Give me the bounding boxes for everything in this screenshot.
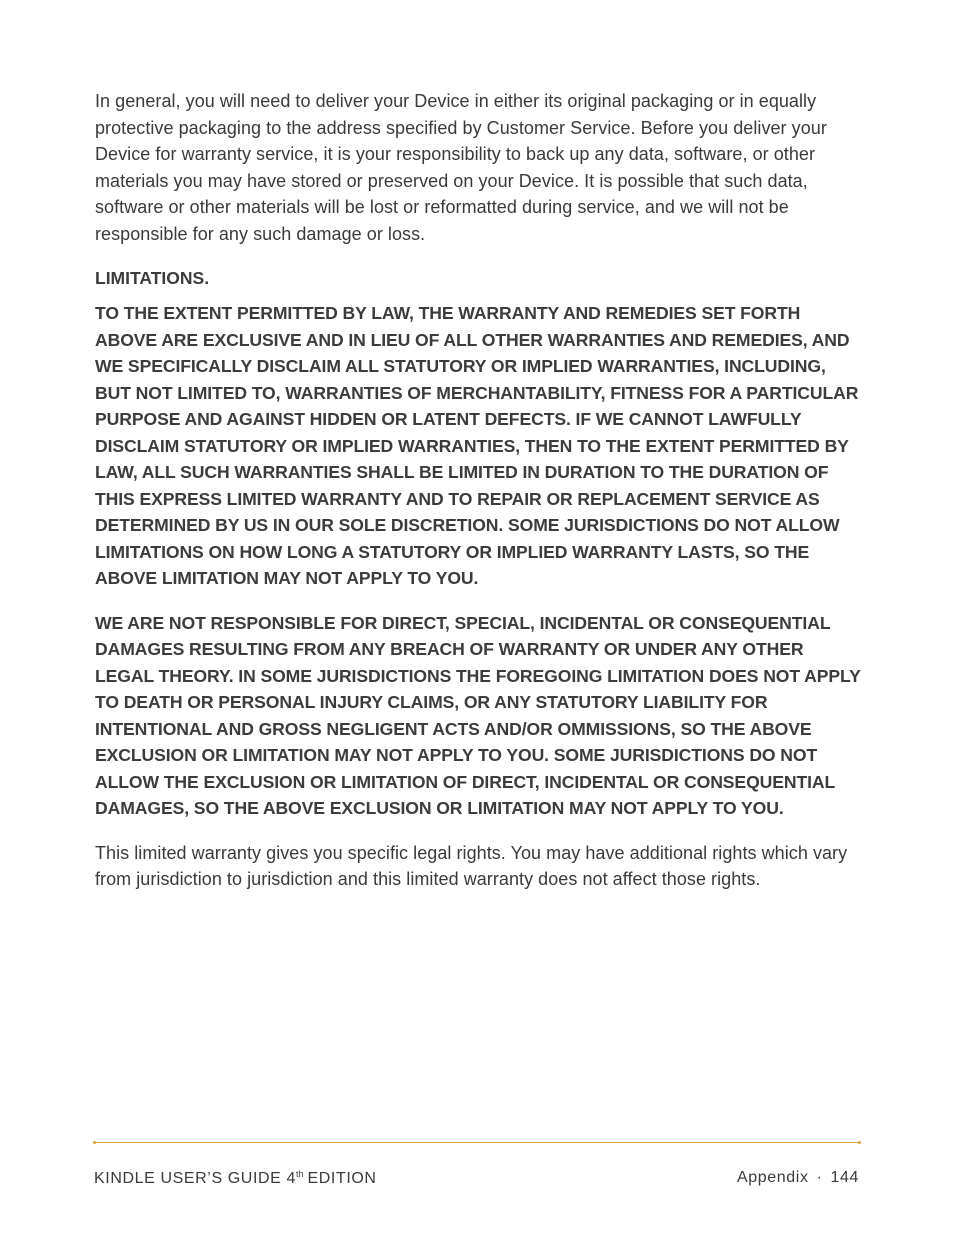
intro-paragraph: In general, you will need to deliver your Device in either its original packaging or in equally protective packaging to the address specified by Customer Service. Before you deliver your Device for warranty service, it is your responsibility to back up any data, software, or other materials you may have stored or preserved on your Device. It is possible that such data, software or other materials will be lost or reformatted during service, and we will not be responsible for any such damage or loss. (95, 91, 827, 244)
limitations-paragraph-1: TO THE EXTENT PERMITTED BY LAW, THE WARRANTY AND REMEDIES SET FORTH ABOVE ARE EXCLUSIVE AND IN LIEU OF ALL OTHER WARRANTIES AND REMEDIES, AND WE SPECIFICALLY DISCLAIM ALL STATUTORY OR IMPLIED WARRANTIES, INCLUDING, BUT NOT LIMITED TO, WARRANTIES OF MERCHANTABILITY, FITNESS FOR A PARTICULAR PURPOSE AND AGAINST HIDDEN OR LATENT DEFECTS. IF WE CANNOT LAWFULLY DISCLAIM STATUTORY OR IMPLIED WARRANTIES, THEN TO THE EXTENT PERMITTED BY LAW, ALL SUCH WARRANTIES SHALL BE LIMITED IN DURATION TO THE DURATION OF THIS EXPRESS LIMITED WARRANTY AND TO REPAIR OR REPLACEMENT SERVICE AS DETERMINED BY US IN OUR SOLE DISCRETION. SOME JURISDICTIONS DO NOT ALLOW LIMITATIONS ON HOW LONG A STATUTORY OR IMPLIED WARRANTY LASTS, SO THE ABOVE LIMITATION MAY NOT APPLY TO YOU. (95, 303, 859, 589)
edition-label: EDITION (307, 1170, 377, 1187)
edition-superscript: th (295, 1169, 304, 1179)
page-number: 144 (830, 1169, 859, 1186)
section-name: Appendix (737, 1169, 809, 1186)
closing-paragraph: This limited warranty gives you specific legal rights. You may have additional rights which vary from jurisdiction to jurisdiction and this limited warranty does not affect those rights. (95, 842, 848, 890)
footer-page-info (737, 1169, 859, 1187)
limitations-paragraph-2: WE ARE NOT RESPONSIBLE FOR DIRECT, SPECIAL, INCIDENTAL OR CONSEQUENTIAL DAMAGES RESULTING FROM ANY BREACH OF WARRANTY OR UNDER ANY OTHER LEGAL THEORY. IN SOME JURISDICTIONS THE FOREGOING LIMITATION DOES NOT APPLY TO DEATH OR PERSONAL INJURY CLAIMS, OR ANY STATUTORY LIABILITY FOR INTENTIONAL AND GROSS NEGLIGENT ACTS AND/OR OMMISSIONS, SO THE ABOVE EXCLUSION OR LIMITATION MAY NOT APPLY TO YOU. SOME JURISDICTIONS DO NOT ALLOW THE EXCLUSION OR LIMITATION OF DIRECT, INCIDENTAL OR CONSEQUENTIAL DAMAGES, SO THE ABOVE EXCLUSION OR LIMITATION MAY NOT APPLY TO YOU. (95, 612, 861, 819)
footer-guide-title (94, 1169, 377, 1188)
footer-separator: · (816, 1169, 823, 1186)
limitations-heading: LIMITATIONS. (95, 267, 210, 288)
footer-divider (94, 1142, 860, 1143)
page-content (95, 88, 865, 910)
guide-title-prefix: KINDLE USER’S GUIDE 4 (94, 1170, 296, 1187)
